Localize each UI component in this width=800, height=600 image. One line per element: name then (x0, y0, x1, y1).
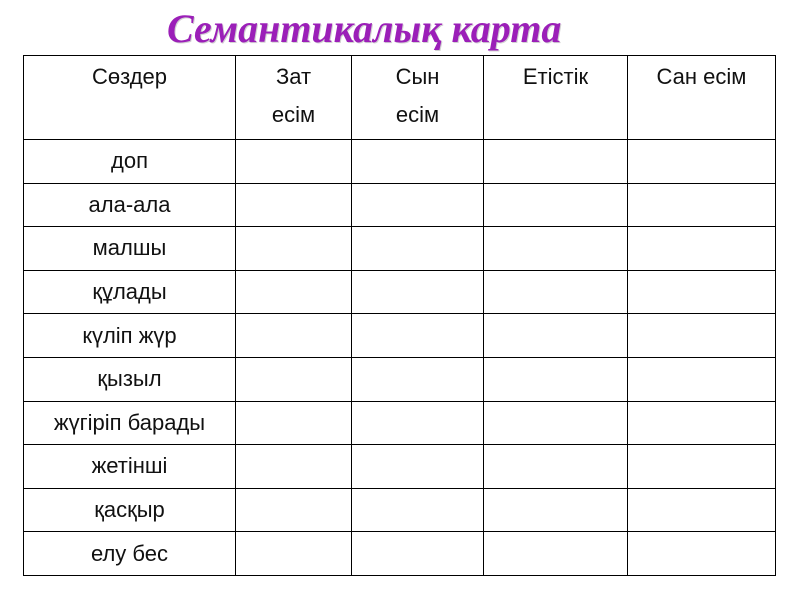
header-words-label: Сөздер (91, 64, 168, 89)
answer-cell-verb (484, 183, 628, 227)
table-row (24, 314, 776, 358)
header-adjective-line-2: есім (395, 102, 440, 127)
answer-cell-adjective (352, 488, 484, 532)
answer-cell-noun (236, 401, 352, 445)
word-cell: қызыл (24, 357, 236, 401)
answer-cell-noun (236, 183, 352, 227)
answer-cell-numeral (628, 314, 776, 358)
answer-cell-verb (484, 357, 628, 401)
table-row (24, 532, 776, 576)
answer-cell-numeral (628, 183, 776, 227)
answer-cell-adjective (352, 357, 484, 401)
header-noun (236, 56, 352, 140)
answer-cell-numeral (628, 270, 776, 314)
answer-cell-verb (484, 140, 628, 184)
word-cell: ала-ала (24, 183, 236, 227)
header-noun-line-2: есім (271, 102, 316, 127)
answer-cell-numeral (628, 445, 776, 489)
header-row (24, 56, 776, 140)
word-cell: жүгіріп барады (24, 401, 236, 445)
answer-cell-verb (484, 532, 628, 576)
answer-cell-adjective (352, 532, 484, 576)
answer-cell-noun (236, 488, 352, 532)
word-cell: елу бес (24, 532, 236, 576)
answer-cell-noun (236, 532, 352, 576)
header-verb-label: Етістік (522, 64, 589, 89)
header-numeral-label: Сан есім (656, 64, 747, 89)
word-cell: күліп жүр (24, 314, 236, 358)
answer-cell-adjective (352, 314, 484, 358)
table-row (24, 357, 776, 401)
answer-cell-noun (236, 445, 352, 489)
answer-cell-numeral (628, 357, 776, 401)
answer-cell-adjective (352, 227, 484, 271)
answer-cell-numeral (628, 532, 776, 576)
answer-cell-verb (484, 314, 628, 358)
header-words (24, 56, 236, 140)
answer-cell-adjective (352, 401, 484, 445)
table-row (24, 183, 776, 227)
answer-cell-noun (236, 314, 352, 358)
answer-cell-verb (484, 445, 628, 489)
answer-cell-noun (236, 270, 352, 314)
answer-cell-adjective (352, 140, 484, 184)
answer-cell-adjective (352, 183, 484, 227)
word-cell: малшы (24, 227, 236, 271)
answer-cell-adjective (352, 270, 484, 314)
page-title: Семантикалық карта (167, 6, 562, 51)
answer-cell-numeral (628, 401, 776, 445)
word-cell: жетінші (24, 445, 236, 489)
semantic-map-table (23, 55, 776, 576)
answer-cell-verb (484, 227, 628, 271)
table-row (24, 140, 776, 184)
answer-cell-verb (484, 488, 628, 532)
header-numeral (628, 56, 776, 140)
table-row (24, 270, 776, 314)
answer-cell-noun (236, 357, 352, 401)
answer-cell-noun (236, 227, 352, 271)
table-row (24, 488, 776, 532)
answer-cell-verb (484, 270, 628, 314)
answer-cell-numeral (628, 140, 776, 184)
answer-cell-verb (484, 401, 628, 445)
table-row (24, 401, 776, 445)
table-body (24, 140, 776, 576)
word-cell: қасқыр (24, 488, 236, 532)
header-verb (484, 56, 628, 140)
word-cell: құлады (24, 270, 236, 314)
table-row (24, 227, 776, 271)
header-noun-line-1: Зат (275, 64, 312, 89)
answer-cell-noun (236, 140, 352, 184)
header-adjective-line-1: Сын (395, 64, 440, 89)
answer-cell-adjective (352, 445, 484, 489)
table-row (24, 445, 776, 489)
header-adjective (352, 56, 484, 140)
answer-cell-numeral (628, 488, 776, 532)
word-cell: доп (24, 140, 236, 184)
answer-cell-numeral (628, 227, 776, 271)
